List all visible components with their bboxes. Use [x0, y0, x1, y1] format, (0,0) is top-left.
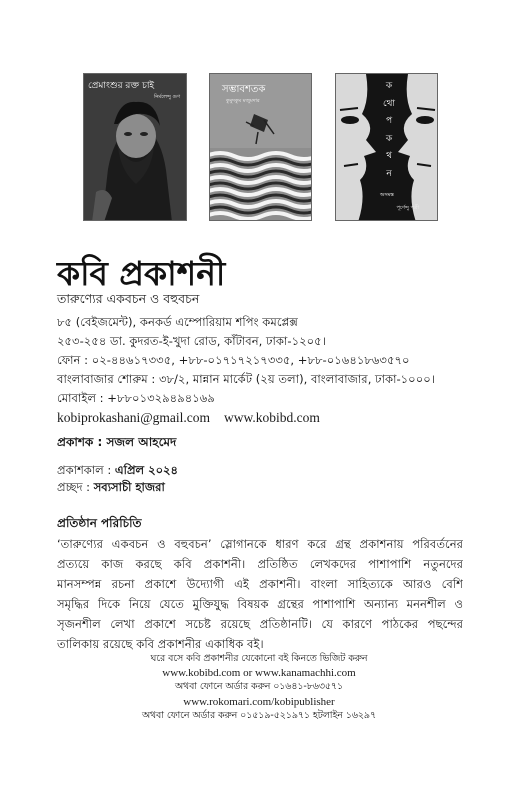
about-line: সমৃদ্ধির দিকে নিয়ে যেতে মুক্তিযুদ্ধ বিষয়ক গ্রন্থের পাশাপাশি অন্যান্য মননশীল ও — [57, 597, 463, 611]
edition-credits — [57, 462, 178, 496]
cover-artist-value: সব্যসাচী হাজরা — [93, 480, 165, 494]
mobile-line: মোবাইল : +৮৮০১৩২৯৪৯৪১৬৯ — [57, 391, 215, 405]
cover-author: পূর্ণেন্দু পত্রী — [396, 205, 419, 211]
footer-website-links[interactable]: www.kobibd.com or www.kanamachhi.com — [162, 667, 356, 680]
publisher-credit-label: প্রকাশক : — [57, 435, 107, 449]
cover-title-vertical — [380, 78, 398, 183]
cover-artist-line — [57, 479, 178, 496]
cover-title-letter: থ — [386, 151, 392, 161]
publisher-name: কবি প্রকাশনী — [57, 254, 226, 293]
about-line: সৃজনশীল লেখা প্রকাশে সচেষ্ট রয়েছে প্রতিষ্ঠানটি। যে কারণে পাঠকের পছন্দের — [57, 617, 463, 631]
cover-subtitle: অসমন্ত — [380, 192, 394, 198]
cover-title-letter: ক — [385, 133, 393, 144]
footer-line: ঘরে বসে কবি প্রকাশনীর যেকোনো বই কিনতে ভিজিট করুন — [150, 653, 368, 664]
cover-title-letter: থো — [382, 98, 396, 109]
publisher-tagline: তারুণ্যের একবচন ও বহুবচন — [57, 291, 200, 306]
cover-author: নির্মলেন্দু গুণ — [154, 94, 180, 100]
order-info-footer — [0, 652, 518, 723]
website-link[interactable]: www.kobibd.com — [224, 410, 320, 425]
phone-line: ফোন : ০২-৪৪৬১৭৩৩৫, +৮৮-০১৭১৭২১৭৩৩৫, +৮৮-০১৬৪১৮৬৩৫৭০ — [57, 353, 410, 367]
showroom-line: বাংলাবাজার শোরুম : ৩৮/২, মান্নান মার্কেট (২য় তলা), বাংলাবাজার, ঢাকা-১০০০। — [57, 372, 435, 386]
publisher-credit — [57, 434, 176, 454]
footer-hotline: অথবা ফোনে অর্ডার করুন ০১৫১৯-৫২১৯৭১ হটলাইন ১৬২৯৭ — [141, 709, 377, 721]
footer-rokomari-link[interactable]: www.rokomari.com/kobipublisher — [183, 695, 335, 708]
publish-date-line — [57, 462, 178, 479]
book-cover-kothopokothon — [335, 73, 438, 221]
publish-date-value: এপ্রিল ২০২৪ — [114, 463, 178, 477]
about-paragraph — [57, 534, 463, 654]
cover-title: প্রেমাংশুর রক্ত চাই — [88, 81, 155, 91]
cover-title: সম্ভাবশতক — [222, 84, 266, 95]
publisher-credit-value: সজল আহমেদ — [106, 435, 177, 449]
about-line: প্রত্যয়ে কাজ করছে কবি প্রকাশনী। প্রতিষ্ঠিত লেখকদের পাশাপাশি নতুনদের — [57, 557, 463, 571]
email-link[interactable]: kobiprokashani@gmail.com — [57, 410, 211, 425]
about-line: মানসম্পন্ন রচনা প্রকাশে উদ্যোগী এই প্রকাশনী। বাংলা সাহিত্যকে আরও বেশি — [57, 577, 463, 591]
book-cover-sombhabshotok — [209, 73, 312, 221]
about-line: ‘তারুণ্যের একবচন ও বহুবচন’ স্লোগানকে ধারণ করে গ্রন্থ প্রকাশনায় পরিবর্তনের — [57, 537, 463, 551]
footer-phone-order: অথবা ফোনে অর্ডার করুন ০১৬৪১-৮৬৩৫৭১ — [175, 681, 343, 693]
book-cover-premangshur-rokto-chai — [83, 73, 187, 221]
cover-title-letter: ন — [386, 168, 392, 179]
about-line: তালিকায় রয়েছে কবি প্রকাশনীর একাধিক বই। — [57, 637, 264, 651]
cover-title-letter: প — [385, 116, 393, 126]
publish-date-label: প্রকাশকাল : — [57, 463, 115, 477]
address-line: ২৫৩-২৫৪ ডা. কুদরত-ই-খুদা রোড, কাঁটাবন, ঢাকা-১২০৫। — [57, 334, 326, 348]
cover-artist-label: প্রচ্ছদ : — [57, 480, 94, 494]
publisher-contact-block — [57, 313, 435, 427]
cover-title-letter: ক — [385, 81, 393, 91]
about-heading: প্রতিষ্ঠান পরিচিতি — [57, 516, 142, 530]
cover-author: কুমুদকুম মজুমদার — [226, 98, 260, 104]
book-covers-row — [0, 73, 518, 223]
address-line: ৮৫ (বেইজমেন্ট), কনকর্ড এম্পোরিয়াম শপিং কমপ্লেক্স — [57, 315, 298, 329]
web-contact-line — [57, 408, 435, 427]
